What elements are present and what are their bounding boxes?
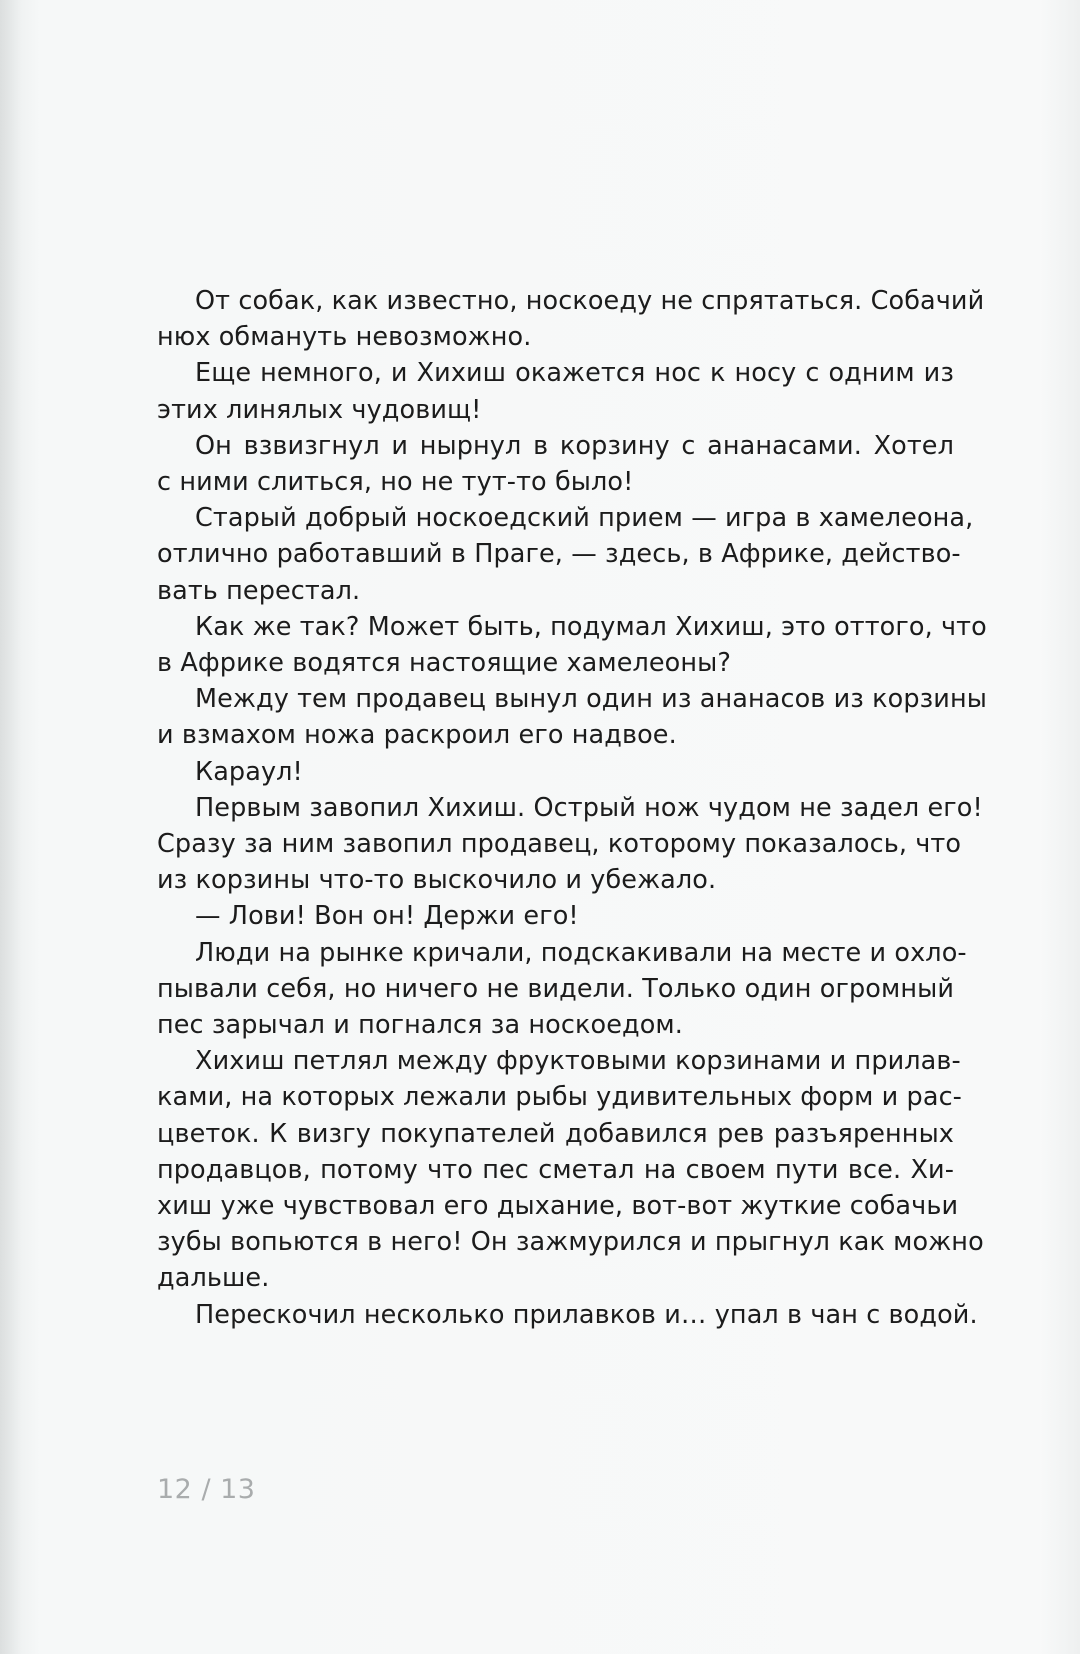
text-line: вать перестал.	[157, 575, 361, 606]
paragraph	[157, 428, 954, 500]
text-line: ками, на которых лежали рыбы удивительных форм и рас-	[157, 1082, 962, 1113]
paragraph	[157, 500, 974, 609]
paragraph	[157, 935, 967, 1044]
paragraph	[157, 898, 954, 934]
paragraph	[157, 790, 983, 899]
text-line: с ними слиться, но не тут-то было!	[157, 467, 634, 498]
text-line: — Лови! Вон он! Держи его!	[195, 901, 579, 932]
text-line: Старый добрый носкоедский прием — игра в хамелеона,	[195, 503, 974, 534]
text-line: отлично работавший в Праге, — здесь, в Африке, действо-	[157, 539, 961, 570]
text-line: продавцов, потому что пес сметал на своем пути все. Хи-	[157, 1154, 954, 1185]
text-line: пывали себя, но ничего не видели. Только один огромный	[157, 973, 954, 1004]
text-line: цветок. К визгу покупателей добавился рев разъяренных	[157, 1118, 954, 1149]
paragraph	[157, 283, 985, 355]
paragraph	[157, 609, 987, 681]
text-line: Еще немного, и Хихиш окажется нос к носу с одним из	[195, 358, 954, 389]
text-line: Между тем продавец вынул один из ананасов из корзины	[195, 684, 987, 715]
text-line: Первым завопил Хихиш. Острый нож чудом не задел его!	[195, 792, 983, 823]
paragraph	[157, 754, 954, 790]
text-line: пес зарычал и погнался за носкоедом.	[157, 1010, 683, 1041]
text-line: Как же так? Может быть, подумал Хихиш, это оттого, что	[195, 611, 987, 642]
text-line: в Африке водятся настоящие хамелеоны?	[157, 648, 732, 679]
text-line: нюх обмануть невозможно.	[157, 322, 532, 353]
text-line: От собак, как известно, носкоеду не спрятаться. Собачий	[195, 286, 985, 316]
text-line: этих линялых чудовищ!	[157, 394, 482, 425]
paragraph	[157, 681, 987, 753]
text-line: зубы вопьются в него! Он зажмурился и прыгнул как можно	[157, 1227, 984, 1258]
text-line: Люди на рынке кричали, подскакивали на месте и охло-	[195, 937, 967, 968]
text-line: Караул!	[195, 756, 303, 787]
spine-shadow	[0, 0, 22, 1654]
text-line: из корзины что-то выскочило и убежало.	[157, 865, 717, 896]
text-line: Хихиш петлял между фруктовыми корзинами и прилав-	[195, 1046, 961, 1077]
text-line: и взмахом ножа раскроил его надвое.	[157, 720, 677, 751]
body-text	[157, 283, 987, 1333]
text-line: хиш уже чувствовал его дыхание, вот-вот жуткие собачьи	[157, 1191, 959, 1222]
paragraph	[157, 355, 954, 427]
text-line: Перескочил несколько прилавков и… упал в чан с водой.	[195, 1299, 978, 1330]
paragraph	[157, 1043, 984, 1296]
page-number: 12 / 13	[157, 1474, 256, 1505]
text-line: Сразу за ним завопил продавец, которому показалось, что	[157, 829, 962, 860]
text-line: дальше.	[157, 1263, 270, 1294]
paragraph	[157, 1297, 978, 1333]
text-line: Он взвизгнул и нырнул в корзину с ананасами. Хотел	[195, 430, 954, 461]
